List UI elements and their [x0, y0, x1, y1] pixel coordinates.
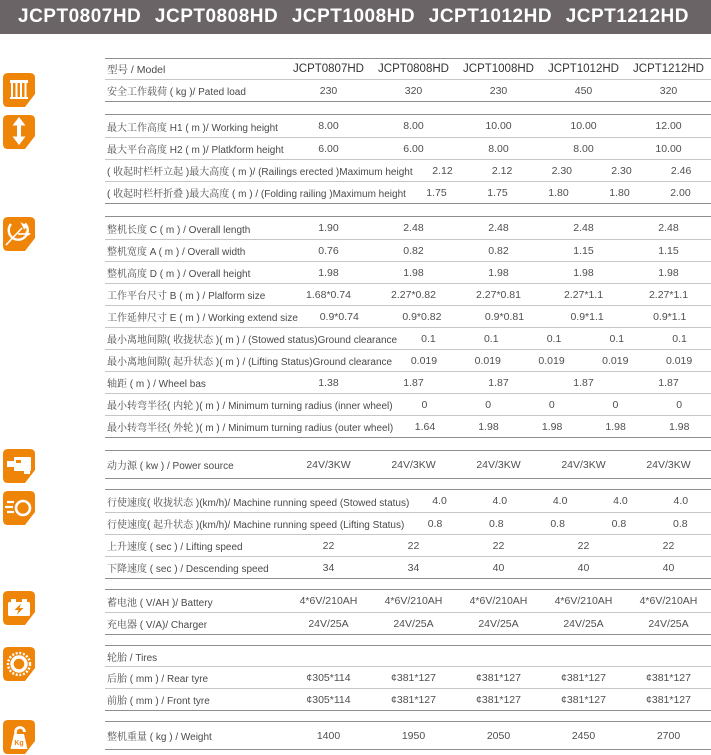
spec-value: 2.48: [658, 222, 679, 234]
row-label: 动力源 ( kw ) / Power source: [107, 461, 234, 472]
spec-value: 22: [662, 539, 675, 552]
spec-value: 1.68*0.74: [306, 288, 351, 301]
spec-value: 2050: [486, 729, 511, 742]
svg-text:Kg: Kg: [14, 740, 24, 747]
weight-icon: [2, 719, 36, 755]
row-label: 整机高度 D ( m ) / Overall height: [107, 269, 251, 280]
spec-group: [105, 450, 711, 479]
row-label: 充电器 ( V/A)/ Charger: [107, 620, 208, 631]
spec-row: [105, 371, 711, 393]
spec-value: 12.00: [655, 120, 682, 132]
spec-value: 0.9*1.1: [570, 310, 604, 323]
spec-row: [105, 349, 711, 371]
spec-value: 22: [407, 539, 420, 552]
spec-row: [105, 283, 711, 305]
spec-value: 8.00: [573, 142, 594, 155]
spec-group: [105, 489, 711, 579]
spec-value: 2.48: [488, 222, 509, 234]
spec-value: 0.8: [550, 517, 565, 530]
row-label: 最小转弯半径( 内轮 )( m ) / Minimum turning radius (inner wheel): [107, 401, 393, 412]
spec-value: 2.12: [432, 164, 453, 177]
model-name: JCPT0808HD: [154, 6, 279, 27]
spec-value: 0: [421, 398, 428, 411]
model-name: JCPT1212HD: [565, 6, 689, 27]
spec-value: 0: [485, 398, 492, 411]
spec-value: 230: [489, 84, 508, 97]
column-header: JCPT0807HD: [293, 63, 364, 75]
spec-value: 0.8: [611, 517, 627, 530]
row-label: 蓄电池 ( V/AH )/ Battery: [107, 597, 213, 609]
row-label: 轮胎 / Tires: [107, 652, 158, 664]
spec-value: 2.00: [670, 186, 691, 199]
spec-value: ¢381*127: [391, 693, 436, 706]
spec-value: 24V/3KW: [476, 458, 521, 471]
spec-value: 2.12: [491, 164, 513, 177]
row-label: 行使速度( 收拢状态 )(km/h)/ Machine running speed (Stowed status): [107, 497, 410, 509]
spec-value: 0.019: [474, 354, 501, 367]
row-label: 上升速度 ( sec ) / Lifting speed: [107, 542, 243, 553]
spec-value: 0.1: [672, 332, 687, 345]
spec-value: 8.00: [488, 142, 509, 155]
spec-group: [105, 645, 711, 711]
spec-value: 1.98: [541, 420, 563, 433]
spec-value: 1400: [316, 729, 341, 742]
spec-value: 1.98: [478, 420, 499, 433]
spec-row: [105, 666, 711, 688]
spec-row: [105, 393, 711, 415]
height-arrows-icon: [2, 114, 36, 150]
column-header: JCPT0808HD: [378, 63, 449, 75]
spec-value: 2.46: [670, 164, 692, 177]
spec-value: 10.00: [655, 142, 682, 155]
row-label: 后胎 ( mm ) / Rear tyre: [107, 674, 209, 685]
spec-value: 2.27*0.81: [476, 288, 521, 301]
row-label: 工作延伸尺寸 E ( m ) / Working extend size: [107, 313, 298, 324]
spec-value: 0.9*0.82: [402, 310, 442, 323]
spec-value: 2.30: [551, 164, 572, 177]
row-label: 最小转弯半径( 外轮 )( m ) / Minimum turning radius (outer wheel): [107, 423, 394, 434]
spec-value: 22: [577, 539, 590, 552]
spec-value: 0: [548, 398, 555, 411]
spec-value: 34: [322, 561, 335, 574]
spec-value: 4*6V/210AH: [639, 595, 698, 607]
spec-value: 1.90: [318, 222, 339, 234]
spec-value: 0.1: [421, 332, 436, 345]
spec-value: 24V/25A: [393, 617, 434, 630]
spec-group: [105, 58, 711, 102]
spec-value: 4.0: [552, 495, 568, 507]
spec-value: ¢381*127: [646, 671, 691, 684]
spec-value: 1.15: [573, 244, 594, 257]
spec-value: 0: [612, 398, 619, 411]
spec-row: [105, 688, 711, 710]
spec-value: 22: [492, 539, 505, 552]
spec-value: ¢381*127: [646, 693, 691, 706]
spec-group: [105, 216, 711, 438]
row-label: 最小离地间隙( 收拢状态 )( m ) / (Stowed status)Ground clearance: [107, 335, 398, 346]
spec-row: [105, 556, 711, 578]
spec-row: [105, 137, 711, 159]
turning-radius-icon: [2, 216, 36, 252]
column-header: JCPT1008HD: [463, 63, 534, 75]
spec-value: 24V/3KW: [306, 458, 351, 471]
spec-value: 4*6V/210AH: [554, 595, 613, 607]
spec-value: 1.98: [403, 266, 424, 279]
spec-value: 10.00: [570, 120, 597, 132]
spec-value: 1950: [401, 729, 426, 742]
spec-value: 0.019: [665, 354, 693, 367]
spec-value: 0.1: [483, 332, 499, 345]
spec-value: 450: [574, 84, 593, 97]
spec-value: 40: [662, 561, 675, 574]
spec-value: 6.00: [318, 142, 339, 155]
spec-value: 2450: [571, 729, 596, 742]
spec-value: 0.019: [410, 354, 438, 367]
column-header: JCPT1212HD: [633, 63, 704, 75]
spec-value: 2.27*1.1: [563, 288, 604, 301]
spec-row: [105, 79, 711, 101]
row-label: 最大平台高度 H2 ( m )/ Platkform height: [107, 145, 284, 156]
spec-value: 0.82: [488, 244, 509, 257]
row-label: 整机长度 C ( m ) / Overall length: [107, 224, 251, 236]
spec-value: 2700: [656, 729, 681, 742]
spec-value: 22: [322, 539, 335, 552]
spec-value: 1.80: [548, 186, 569, 199]
spec-value: 24V/3KW: [391, 458, 436, 471]
spec-row: [105, 181, 711, 203]
spec-value: 1.98: [488, 266, 509, 279]
spec-value: 320: [659, 84, 678, 97]
spec-value: 0.8: [673, 517, 688, 530]
spec-value: 2.48: [573, 222, 594, 234]
spec-value: 2.30: [611, 164, 632, 177]
spec-value: 40: [577, 561, 590, 574]
platform-cage-icon: [2, 72, 36, 108]
spec-value: 1.87: [658, 376, 679, 389]
battery-icon: [2, 590, 36, 626]
spec-value: 4.0: [432, 495, 447, 507]
spec-value: 0.019: [602, 354, 629, 367]
spec-row: [105, 722, 711, 749]
spec-value: 2.48: [403, 222, 424, 234]
spec-value: 24V/3KW: [561, 458, 606, 471]
spec-value: 4*6V/210AH: [469, 595, 528, 607]
spec-value: ¢381*127: [391, 671, 436, 684]
spec-value: 0.9*0.81: [484, 310, 525, 323]
spec-value: 1.64: [414, 420, 436, 433]
spec-value: 1.75: [426, 186, 447, 199]
spec-value: 0.76: [318, 244, 339, 257]
spec-value: 1.87: [573, 376, 594, 389]
spec-value: 230: [319, 84, 338, 97]
spec-value: 1.15: [658, 244, 679, 257]
spec-row: [105, 239, 711, 261]
spec-value: 1.98: [573, 266, 594, 279]
speed-icon: [2, 490, 36, 526]
spec-row: [105, 415, 711, 437]
spec-group: [105, 114, 711, 204]
spec-value: ¢381*127: [561, 693, 606, 706]
spec-value: 24V/25A: [563, 617, 604, 630]
row-label: ( 收起时栏杆立起 )最大高度 ( m )/ (Railings erected )Maximum height: [107, 167, 413, 178]
spec-value: 0: [676, 398, 683, 411]
spec-value: 0.9*1.1: [653, 310, 687, 323]
spec-value: 0.8: [427, 517, 443, 530]
spec-row: [105, 612, 711, 634]
spec-value: 34: [407, 561, 420, 574]
spec-value: ¢305*114: [306, 693, 351, 706]
row-label: 下降速度 ( sec ) / Descending speed: [107, 564, 269, 575]
spec-value: ¢381*127: [476, 693, 521, 706]
spec-value: 8.00: [403, 120, 424, 132]
spec-value: 4*6V/210AH: [384, 595, 443, 607]
spec-value: 24V/25A: [478, 617, 519, 630]
spec-value: 24V/3KW: [646, 458, 691, 471]
spec-value: 0.1: [609, 332, 625, 345]
spec-value: 1.98: [318, 266, 339, 279]
spec-value: 4.0: [492, 495, 508, 507]
table-header-row: [105, 59, 711, 79]
spec-row: [105, 159, 711, 181]
spec-value: 0.1: [546, 332, 562, 345]
spec-value: 0.8: [489, 517, 504, 530]
spec-value: 1.98: [658, 266, 679, 279]
spec-group: [105, 589, 711, 635]
row-label: 整机重量 ( kg ) / Weight: [107, 732, 212, 743]
spec-value: 1.38: [318, 376, 339, 389]
row-label: 行使速度( 起升状态 )(km/h)/ Machine running speed (Lifting Status): [107, 520, 405, 531]
spec-row: [105, 217, 711, 239]
spec-value: 10.00: [485, 120, 512, 132]
spec-value: 1.75: [487, 186, 508, 199]
spec-value: 320: [404, 84, 423, 97]
spec-row: [105, 115, 711, 137]
spec-value: ¢381*127: [476, 671, 521, 684]
spec-value: 8.00: [318, 120, 339, 132]
spec-value: 2.27*1.1: [648, 288, 689, 301]
spec-value: 0.82: [403, 244, 424, 257]
spec-value: 40: [492, 561, 505, 574]
spec-row: [105, 590, 711, 612]
power-source-icon: [2, 448, 36, 484]
spec-value: 1.87: [403, 376, 424, 389]
spec-value: 1.87: [488, 376, 509, 389]
row-label: 型号 / Model: [107, 63, 166, 76]
spec-value: 6.00: [403, 142, 424, 155]
row-label: 最小离地间隙( 起升状态 )( m ) / (Lifting Status)Ground clearance: [107, 357, 393, 368]
spec-value: 1.98: [668, 420, 690, 433]
row-label: ( 收起时栏杆折叠 )最大高度 ( m ) / (Folding railing )Maximum height: [107, 189, 406, 200]
spec-value: 0.9*0.74: [319, 310, 359, 323]
model-header-bar: [0, 0, 711, 34]
spec-value: 4.0: [613, 495, 628, 507]
row-label: 前胎 ( mm ) / Front tyre: [107, 696, 210, 707]
row-label: 安全工作载荷 ( kg )/ Pated load: [107, 87, 246, 98]
spec-row: [105, 261, 711, 283]
spec-value: ¢381*127: [561, 671, 606, 684]
spec-row: [105, 490, 711, 512]
spec-row: [105, 451, 711, 478]
spec-value: 2.27*0.82: [391, 288, 436, 301]
row-label: 最大工作高度 H1 ( m )/ Working height: [107, 122, 278, 134]
tire-icon: [2, 646, 36, 682]
spec-value: 24V/25A: [308, 617, 349, 630]
row-label: 工作平台尺寸 B ( m ) / Plalform size: [107, 291, 266, 302]
spec-value: 4.0: [673, 495, 689, 507]
spec-row: [105, 327, 711, 349]
spec-row: [105, 305, 711, 327]
model-name: JCPT0807HD: [18, 6, 142, 27]
spec-row: [105, 512, 711, 534]
column-header: JCPT1012HD: [548, 63, 619, 75]
spec-value: ¢305*114: [306, 671, 351, 684]
spec-value: 1.98: [605, 420, 626, 433]
row-label: 整机宽度 A ( m ) / Overall width: [107, 247, 246, 258]
spec-value: 24V/25A: [648, 617, 689, 630]
spec-value: 4*6V/210AH: [299, 595, 358, 607]
spec-row: [105, 534, 711, 556]
row-label: 轴距 ( m ) / Wheel bas: [107, 379, 206, 390]
model-name: JCPT1008HD: [291, 6, 416, 27]
spec-group: [105, 721, 711, 750]
section-title-row: [105, 646, 711, 666]
spec-table: [105, 58, 711, 750]
spec-value: 0.019: [538, 354, 565, 367]
model-name: JCPT1012HD: [428, 6, 553, 27]
spec-value: 1.80: [609, 186, 630, 199]
